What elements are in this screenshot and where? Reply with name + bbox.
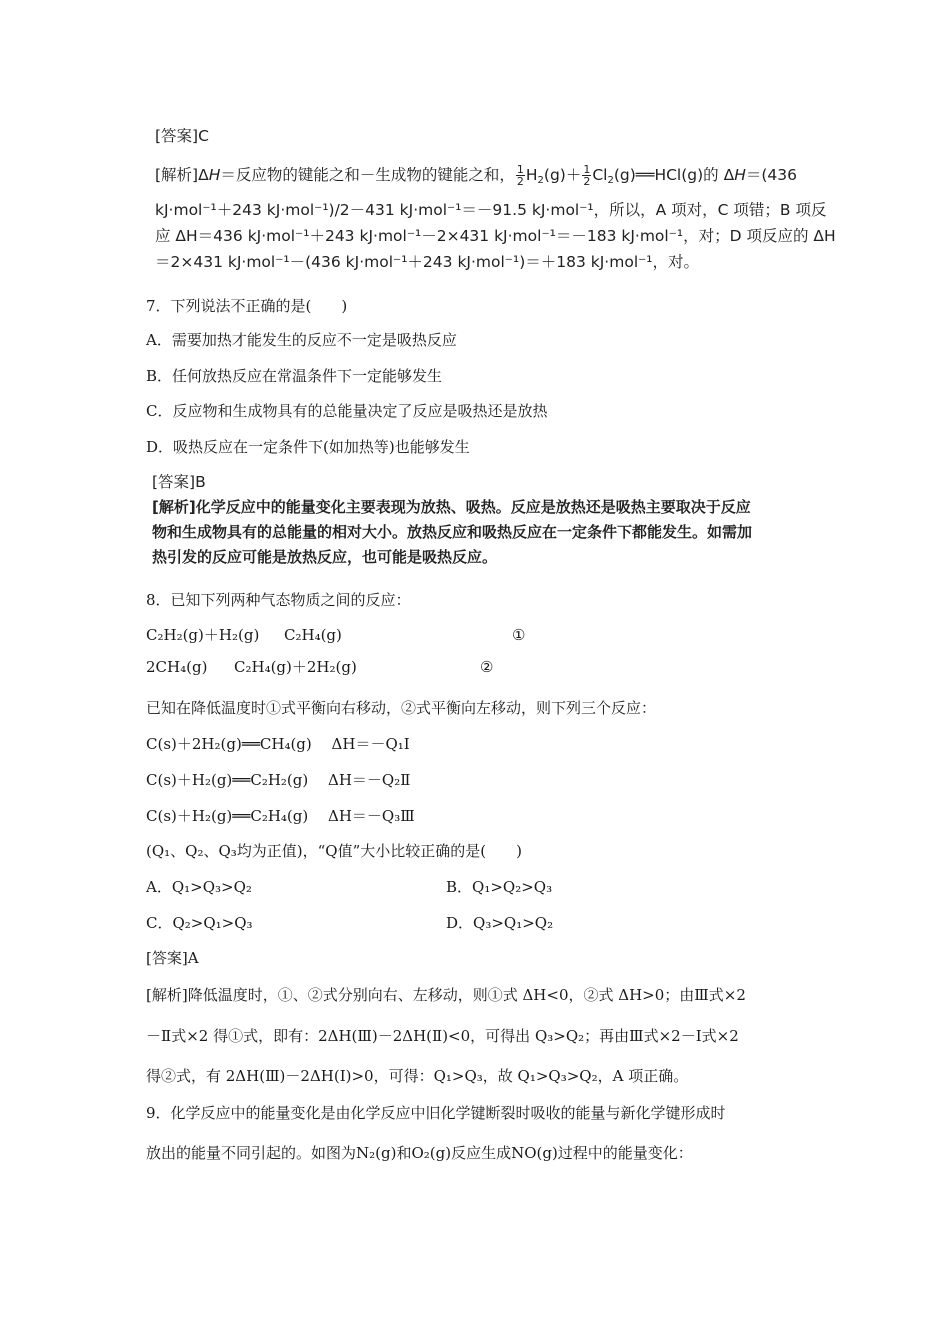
question-9-line: 放出的能量不同引起的。如图为N₂(g)和O₂(g)反应生成NO(g)过程中的能量变化：: [146, 1144, 693, 1162]
text: ＝反应物的键能之和－生成物的键能之和，: [220, 166, 515, 184]
reactants: C₂H₂(g)＋H₂(g): [146, 626, 260, 644]
equation-1: C(s)＋2H₂(g)══CH₄(g) ΔH＝－Q₁Ⅰ: [146, 735, 410, 753]
explanation-line: kJ·mol⁻¹＋243 kJ·mol⁻¹)/2－431 kJ·mol⁻¹＝－91.5 kJ·mol⁻¹，所以，A 项对，C 项错；B 项反: [155, 201, 827, 219]
equation-3: C(s)＋H₂(g)══C₂H₄(g) ΔH＝－Q₃Ⅲ: [146, 807, 415, 825]
question-8-ask: (Q₁、Q₂、Q₃均为正值)，“Q值”大小比较正确的是( ): [146, 842, 522, 860]
answer-label: [答案]A: [146, 949, 199, 967]
text: H: [525, 166, 538, 184]
text: ＝(436: [745, 166, 798, 184]
reaction-2: [146, 657, 357, 677]
option-d: D．吸热反应在一定条件下(如加热等)也能够发生: [146, 438, 470, 456]
answer-label: [答案]B: [152, 473, 206, 491]
reaction-2-number: ②: [480, 658, 494, 676]
subscript: 2: [537, 175, 544, 186]
numerator: 1: [516, 163, 524, 176]
explanation-line: ＝2×431 kJ·mol⁻¹－(436 kJ·mol⁻¹＋243 kJ·mol⁻¹)＝＋183 kJ·mol⁻¹，对。: [155, 253, 700, 271]
explanation-line: [155, 164, 797, 191]
explanation-line: 应 ΔH＝436 kJ·mol⁻¹＋243 kJ·mol⁻¹－2×431 kJ·mol⁻¹＝－183 kJ·mol⁻¹，对；D 项反应的 ΔH: [155, 227, 836, 245]
reaction-1-number: ①: [512, 626, 526, 644]
text: (g)══HCl(g)的 Δ: [613, 166, 735, 184]
option-d: D．Q₃>Q₁>Q₂: [446, 914, 554, 932]
subscript: 2: [607, 175, 614, 186]
products: C₂H₄(g): [284, 626, 342, 644]
fraction: [516, 164, 525, 187]
explanation-line: 物和生成物具有的总能量的相对大小。放热反应和吸热反应在一定条件下都能发生。如需加: [152, 523, 753, 541]
denominator: 2: [516, 175, 524, 188]
option-b: B．任何放热反应在常温条件下一定能够发生: [146, 367, 443, 385]
option-c: C．反应物和生成物具有的总能量决定了反应是吸热还是放热: [146, 402, 548, 420]
reaction-1: [146, 625, 342, 645]
condition-text: 已知在降低温度时①式平衡向右移动，②式平衡向左移动，则下列三个反应：: [146, 699, 657, 717]
reactants: 2CH₄(g): [146, 658, 208, 676]
explanation-line: 热引发的反应可能是放热反应，也可能是吸热反应。: [152, 548, 498, 566]
option-a: A．Q₁>Q₃>Q₂: [146, 878, 252, 896]
text: H: [208, 166, 221, 184]
denominator: 2: [583, 175, 591, 188]
question-8-stem: 8．已知下列两种气态物质之间的反应：: [146, 591, 411, 609]
answer-label: [答案]C: [155, 127, 209, 145]
text: [解析]Δ: [155, 166, 209, 184]
question-9-line: 9．化学反应中的能量变化是由化学反应中旧化学键断裂时吸收的能量与新化学键形成时: [146, 1104, 726, 1122]
text: H: [734, 166, 746, 184]
explanation-line: [解析]化学反应中的能量变化主要表现为放热、吸热。反应是放热还是吸热主要取决于反应: [152, 498, 751, 516]
option-c: C．Q₂>Q₁>Q₃: [146, 914, 253, 932]
text: (g)＋: [543, 166, 582, 184]
explanation-line: [解析]降低温度时，①、②式分别向右、左移动，则①式 ΔH<0，②式 ΔH>0；由Ⅲ式×2: [146, 986, 746, 1004]
question-7-stem: 7．下列说法不正确的是( ): [146, 297, 348, 315]
explanation-line: 得②式，有 2ΔH(Ⅲ)－2ΔH(Ⅰ)>0，可得：Q₁>Q₃，故 Q₁>Q₃>Q₂，A 项正确。: [146, 1067, 689, 1085]
text: Cl: [592, 166, 608, 184]
option-a: A．需要加热才能发生的反应不一定是吸热反应: [146, 331, 457, 349]
fraction: [582, 164, 591, 187]
option-b: B．Q₁>Q₂>Q₃: [446, 878, 553, 896]
numerator: 1: [583, 163, 591, 176]
products: C₂H₄(g)＋2H₂(g): [234, 658, 357, 676]
equation-2: C(s)＋H₂(g)══C₂H₂(g) ΔH＝－Q₂Ⅱ: [146, 771, 411, 789]
explanation-line: －Ⅱ式×2 得①式，即有：2ΔH(Ⅲ)－2ΔH(Ⅱ)<0，可得出 Q₃>Q₂；再由Ⅲ式×2－Ⅰ式×2: [146, 1027, 739, 1045]
